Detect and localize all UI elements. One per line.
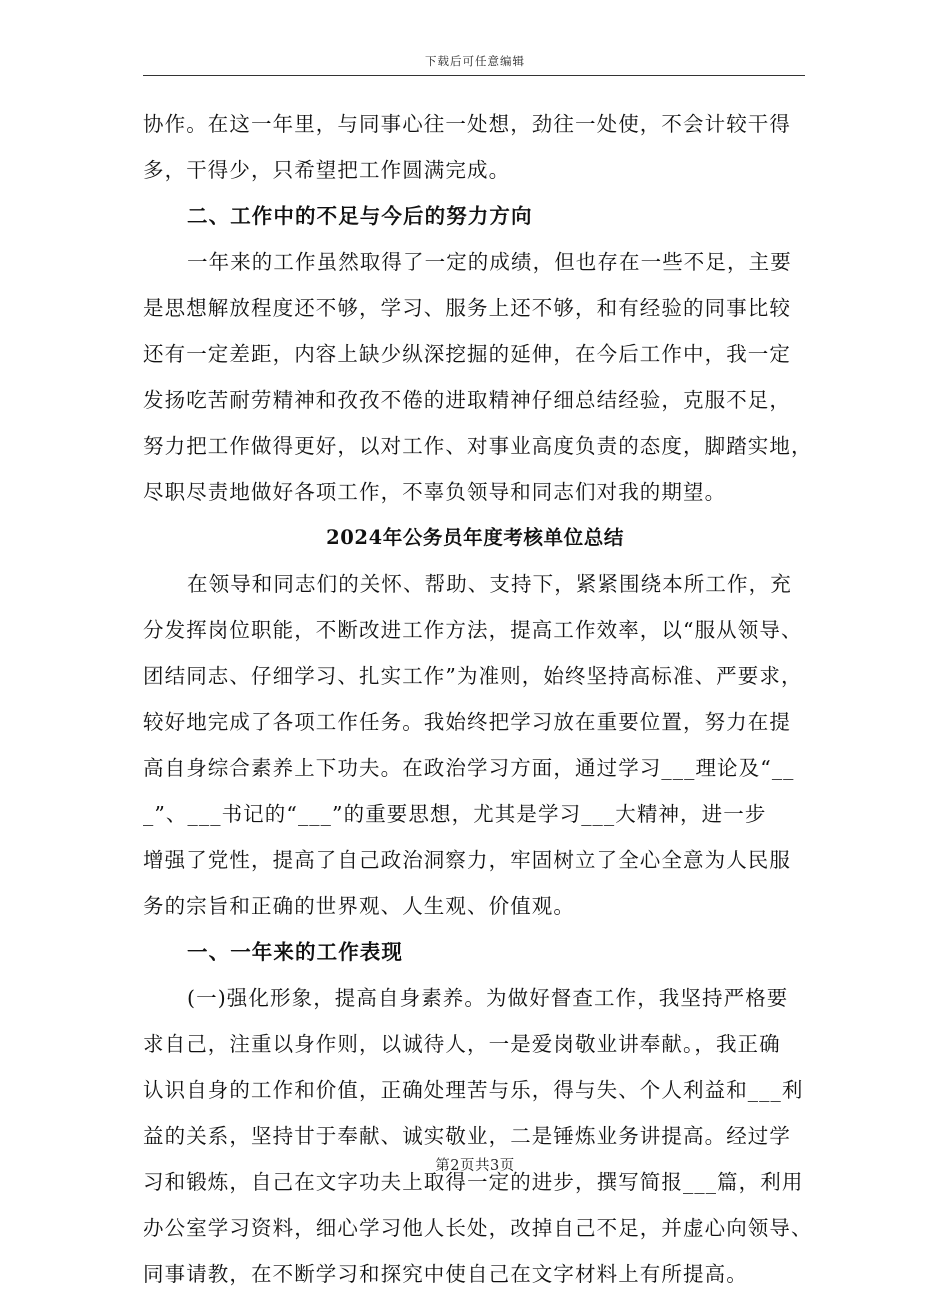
paragraph-line: 认识自身的工作和价值，正确处理苦与乐，得与失、个人利益和___利 (143, 1078, 804, 1102)
paragraph-line: 分发挥岗位职能，不断改进工作方法，提高工作效率，以“服从领导、 (143, 618, 803, 642)
paragraph-line: 一年来的工作虽然取得了一定的成绩，但也存在一些不足，主要 (187, 250, 792, 274)
paragraph-line: 团结同志、仔细学习、扎实工作”为准则，始终坚持高标准、严要求， (143, 664, 803, 688)
document-body (143, 101, 813, 1297)
paragraph-line: 同事请教，在不断学习和探究中使自己在文字材料上有所提高。 (143, 1262, 748, 1286)
paragraph-line: 在领导和同志们的关怀、帮助、支持下，紧紧围绕本所工作，充 (187, 572, 792, 596)
document-title: 2024年公务员年度考核单位总结 (326, 526, 624, 549)
paragraph-line: 多，干得少，只希望把工作圆满完成。 (143, 158, 511, 182)
paragraph-line: (一)强化形象，提高自身素养。为做好督查工作，我坚持严格要 (187, 986, 789, 1010)
paragraph-line: 求自己，注重以身作则，以诚待人，一是爱岗敬业讲奉献。，我正确 (143, 1032, 781, 1056)
paragraph-line: 努力把工作做得更好，以对工作、对事业高度负责的态度，脚踏实地， (143, 434, 813, 458)
paragraph-line: 高自身综合素养上下功夫。在政治学习方面，通过学习___理论及“__ (143, 756, 795, 780)
section-heading: 一、一年来的工作表现 (187, 940, 403, 964)
paragraph-line: 益的关系，坚持甘于奉献、诚实敬业，二是锤炼业务讲提高。经过学 (143, 1124, 791, 1148)
paragraph-line: 是思想解放程度还不够，学习、服务上还不够，和有经验的同事比较 (143, 296, 791, 320)
paragraph-line: 增强了党性，提高了自己政治洞察力，牢固树立了全心全意为人民服 (143, 848, 791, 872)
paragraph-line: _”、___书记的“___”的重要思想，尤其是学习___大精神，进一步 (143, 802, 767, 826)
page-header: 下载后可任意编辑 (425, 54, 525, 68)
paragraph-line: 协作。在这一年里，与同事心往一处想，劲往一处使，不会计较干得 (143, 112, 791, 136)
paragraph-line: 还有一定差距，内容上缺少纵深挖掘的延伸，在今后工作中，我一定 (143, 342, 791, 366)
paragraph-line: 尽职尽责地做好各项工作，不辜负领导和同志们对我的期望。 (143, 480, 727, 504)
paragraph-line: 较好地完成了各项工作任务。我始终把学习放在重要位置，努力在提 (143, 710, 791, 734)
paragraph-line: 习和锻炼，自己在文字功夫上取得一定的进步，撰写简报___篇，利用 (143, 1170, 804, 1194)
header-divider (143, 75, 805, 76)
page-number: 第2页共3页 (435, 1158, 515, 1174)
paragraph-line: 发扬吃苦耐劳精神和孜孜不倦的进取精神仔细总结经验，克服不足， (143, 388, 791, 412)
paragraph-line: 务的宗旨和正确的世界观、人生观、价值观。 (143, 894, 575, 918)
section-heading: 二、工作中的不足与今后的努力方向 (187, 204, 533, 228)
paragraph-line: 办公室学习资料，细心学习他人长处，改掉自己不足，并虚心向领导、 (143, 1216, 813, 1240)
